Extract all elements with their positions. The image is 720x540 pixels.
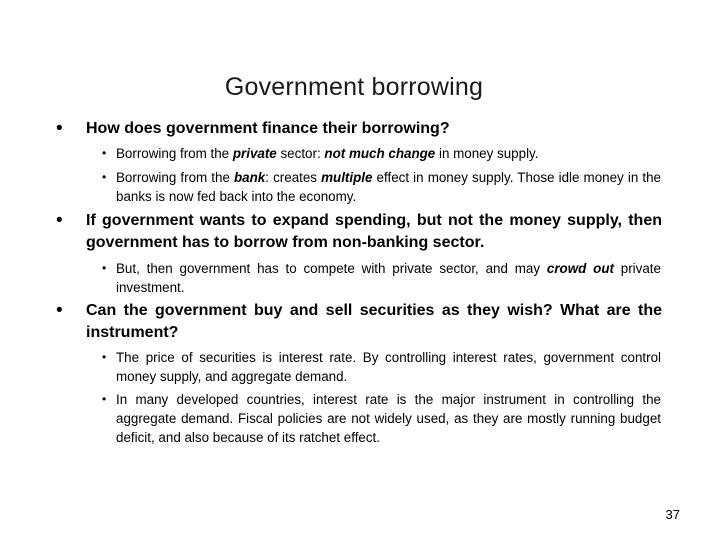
bullet-2-text: If government wants to expand spending, but not the money supply, then government has to borrow from non-banking sector. — [86, 212, 662, 251]
bullet-3-sub-1-text: The price of securities is interest rate. By controlling interest rates, government control money supply, and aggregate demand. — [116, 350, 661, 384]
text-part: private investment. — [116, 261, 661, 295]
bullet-marker: • — [56, 210, 63, 231]
bullet-3-sub-2-text: In many developed countries, interest rate is the major instrument in controlling the aggregate demand. Fiscal policies are not widely used, as they are mostly running budget deficit, and also because of its ratchet effect. — [116, 392, 661, 445]
text-part: Borrowing from the — [116, 170, 234, 185]
text-part: But, then government has to compete with private sector, and may — [116, 261, 547, 276]
bullet-2 — [56, 210, 662, 254]
text-part: in money supply. — [435, 146, 539, 161]
bullet-3-sub-2 — [102, 390, 661, 447]
bullet-marker: • — [56, 300, 63, 321]
emphasis-bank: bank — [234, 170, 266, 185]
page-number: 37 — [665, 507, 680, 522]
sub-bullet-marker: • — [102, 392, 107, 406]
sub-bullet-marker: • — [102, 170, 107, 184]
slide-title: Government borrowing — [224, 73, 484, 101]
bullet-1-sub-1 — [102, 144, 661, 163]
bullet-1-text: How does government finance their borrowing? — [86, 120, 450, 137]
text-part: effect in money supply. Those idle money in the banks is now fed back into the economy. — [116, 170, 661, 204]
emphasis-crowd-out: crowd out — [546, 261, 614, 276]
bullet-3 — [56, 300, 662, 344]
sub-bullet-marker: • — [102, 261, 107, 275]
emphasis-private: private — [232, 146, 277, 161]
sub-bullet-marker: • — [102, 146, 107, 160]
text-part: : creates — [265, 170, 322, 185]
bullet-2-sub-1 — [102, 259, 661, 297]
bullet-marker: • — [56, 118, 63, 139]
emphasis-not-much-change: not much change — [324, 146, 436, 161]
bullet-1-sub-2 — [102, 168, 661, 206]
text-part: sector: — [276, 146, 325, 161]
text-part: Borrowing from the — [116, 146, 233, 161]
sub-bullet-marker: • — [102, 350, 107, 364]
bullet-3-text: Can the government buy and sell securities as they wish? What are the instrument? — [86, 302, 662, 341]
bullet-1 — [56, 118, 662, 140]
bullet-3-sub-1 — [102, 348, 661, 386]
emphasis-multiple: multiple — [321, 170, 373, 185]
